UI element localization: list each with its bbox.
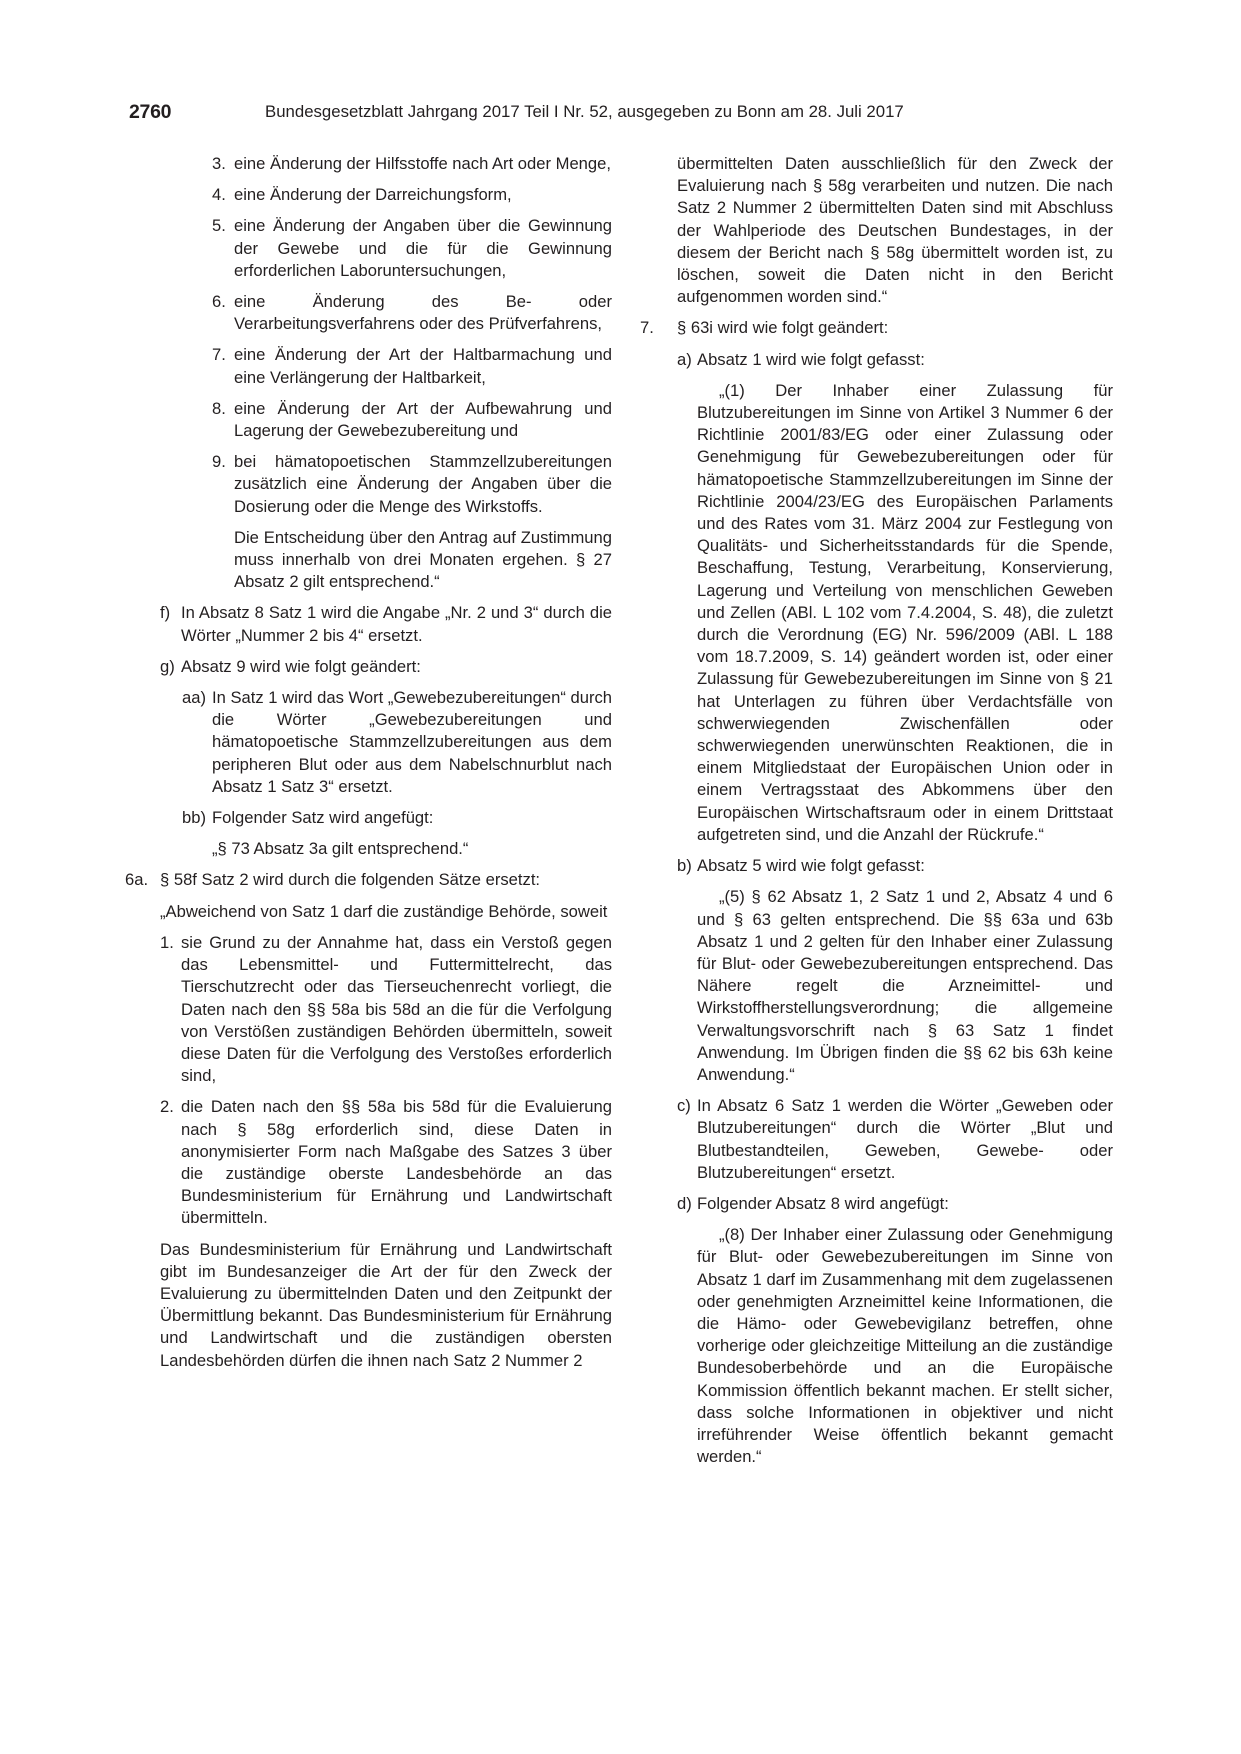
page-number: 2760 xyxy=(129,101,172,123)
list-item xyxy=(640,1095,1113,1184)
right-column xyxy=(640,153,1113,1468)
item-number: 2. xyxy=(160,1097,174,1117)
list-item xyxy=(137,1096,612,1229)
item-letter: f) xyxy=(160,603,171,623)
item-letter: c) xyxy=(677,1096,691,1116)
item-text: § 63i wird wie folgt geändert: xyxy=(677,318,889,338)
list-item xyxy=(640,1193,1113,1215)
paragraph xyxy=(137,1239,612,1372)
list-item xyxy=(640,855,1113,877)
list-item xyxy=(137,184,612,206)
item-letter: b) xyxy=(677,856,692,876)
item-letter: g) xyxy=(160,656,175,676)
item-text: Absatz 1 wird wie folgt gefasst: xyxy=(697,349,925,369)
list-item xyxy=(640,317,1113,339)
paragraph-text: „Abweichend von Satz 1 darf die zuständige Behörde, soweit xyxy=(160,901,608,921)
item-text: In Satz 1 wird das Wort „Gewebezubereitungen“ durch die Wörter „Gewebezubereitungen und hämatopoetische Stammzellzubereitungen aus dem peripheren Blut oder aus dem Nabelschnurblut nach Absatz 1 Satz 3“ ersetzt. xyxy=(212,688,612,796)
list-item xyxy=(137,215,612,282)
quoted-text: „(1) Der Inhaber einer Zulassung für Blutzubereitungen im Sinne von Artikel 3 Nummer 6 der Richtlinie 2001/83/EG oder einer Zulassung oder Genehmigung für Gewebezubereitungen oder für hämatopoetische Stammzellzubereitungen im Sinne der Richtlinie 2004/23/EG des Europäischen Parlaments und des Rates vom 31. März 2004 zur Festlegung von Qualitäts- und Sicherheitsstandards für die Spende, Beschaffung, Testung, Verarbeitung, Konservierung, Lagerung und Verteilung von menschlichen Geweben und Zellen (ABl. L 102 vom 7.4.2004, S. 48), die zuletzt durch die Verordnung (EG) Nr. 596/2009 (ABl. L 188 vom 18.7.2009, S. 14) geändert worden ist, oder einer Zulassung für Gewebezubereitungen im Sinne von § 21 hat Unterlagen zu führen über Verdachtsfälle von schwerwiegenden Zwischenfällen oder schwerwiegenden unerwünschten Reaktionen, die in einem Mitgliedstaat der Europäischen Union oder in einem Vertragsstaat des Abkommens über den Europäischen Wirtschaftsraum oder in einem Drittstaat aufgetreten sind, und die Anzahl der Rückrufe.“ xyxy=(697,380,1113,844)
item-text: Absatz 5 wird wie folgt gefasst: xyxy=(697,856,925,876)
item-number: 3. xyxy=(212,154,226,173)
item-number: 1. xyxy=(160,932,174,952)
list-item xyxy=(137,687,612,798)
left-column xyxy=(125,153,612,1372)
item-number: 9. xyxy=(212,452,226,472)
item-number: 5. xyxy=(212,216,226,236)
item-text: eine Änderung der Angaben über die Gewinnung der Gewebe und die für die Gewinnung erforderlichen Laboruntersuchungen, xyxy=(234,216,612,280)
quoted-text: „(5) § 62 Absatz 1, 2 Satz 1 und 2, Absatz 4 und 6 und § 63 gelten entsprechend. Die §§ 63a und 63b Absatz 1 und 2 gelten für den Inhaber einer Zulassung für Blut- oder Gewebezubereitungen entsprechend. Das Nähere regelt die Arzneimittel- und Wirkstoffherstellungsverordnung; die allgemeine Verwaltungsvorschrift nach § 63 Satz 1 findet Anwendung. Im Übrigen finden die §§ 62 bis 63h keine Anwendung.“ xyxy=(697,887,1113,1084)
item-letter: d) xyxy=(677,1193,692,1213)
item-text: die Daten nach den §§ 58a bis 58d für die Evaluierung nach § 58g erforderlich sind, diese Daten in anonymisierter Form nach Maßgabe des Satzes 3 über die zuständige oberste Landesbehörde an das Bundesministerium für Ernährung und Landwirtschaft übermitteln. xyxy=(181,1097,612,1228)
item-number: 6. xyxy=(212,292,226,312)
list-item xyxy=(640,349,1113,371)
item-number: 7. xyxy=(640,318,654,338)
item-text: eine Änderung der Art der Aufbewahrung und Lagerung der Gewebezubereitung und xyxy=(234,398,612,441)
item-text: eine Änderung der Darreichungsform, xyxy=(234,185,512,205)
list-item xyxy=(137,807,612,829)
list-item xyxy=(137,656,612,678)
quoted-paragraph xyxy=(640,380,1113,846)
item-text: Folgender Satz wird angefügt: xyxy=(212,808,434,828)
item-letter: aa) xyxy=(182,688,206,708)
item-text: bei hämatopoetischen Stammzellzubereitungen zusätzlich eine Änderung der Angaben über die Dosierung oder die Menge des Wirkstoffs. xyxy=(234,452,612,516)
paragraph xyxy=(137,901,612,923)
list-item xyxy=(137,932,612,1087)
item-text: eine Änderung des Be- oder Verarbeitungsverfahrens oder des Prüfverfahrens, xyxy=(234,292,612,334)
list-item xyxy=(137,291,612,335)
item-number: 7. xyxy=(212,345,226,365)
item-text: sie Grund zu der Annahme hat, dass ein Verstoß gegen das Lebensmittel- und Futtermittelrecht, das Tierschutzrecht oder das Tierseuchenrecht vorliegt, die Daten nach den §§ 58a bis 58d an die für die Verfolgung von Verstößen zuständigen Behörden übermitteln, soweit diese Daten für die Verfolgung des Verstoßes erforderlich sind, xyxy=(181,932,612,1086)
list-item xyxy=(137,344,612,388)
item-text: Folgender Absatz 8 wird angefügt: xyxy=(697,1193,949,1213)
item-letter: bb) xyxy=(182,808,206,828)
quoted-paragraph xyxy=(640,886,1113,1086)
item-text: § 58f Satz 2 wird durch die folgenden Sätze ersetzt: xyxy=(160,870,541,890)
item-text: Absatz 9 wird wie folgt geändert: xyxy=(181,656,421,676)
paragraph-text: übermittelten Daten ausschließlich für den Zweck der Evaluierung nach § 58g verarbeiten und nutzen. Die nach Satz 2 Nummer 2 übermittelten Daten sind mit Abschluss der Wahlperiode des Deutschen Bundestages, in der diesem der Bericht nach § 58g übermittelt worden ist, zu löschen, soweit die Daten nicht in den Bericht aufgenommen worden sind.“ xyxy=(677,154,1113,307)
quoted-text: „§ 73 Absatz 3a gilt entsprechend.“ xyxy=(212,839,469,859)
item-number: 6a. xyxy=(125,870,149,890)
paragraph xyxy=(137,527,612,594)
paragraph-text: Das Bundesministerium für Ernährung und Landwirtschaft gibt im Bundesanzeiger die Art der für den Zweck der Evaluierung zu übermittelnden Daten und den Zeitpunkt der Übermittlung bekannt. Das Bundesministerium für Ernährung und Landwirtschaft und die zuständigen obersten Landesbehörden dürfen die ihnen nach Satz 2 Nummer 2 xyxy=(160,1239,612,1370)
list-item xyxy=(125,869,612,891)
item-text: In Absatz 6 Satz 1 werden die Wörter „Geweben oder Blutzubereitungen“ durch die Wörter „Blut und Blutbestandteilen, Geweben, Gewebe- oder Blutzubereitungen“ ersetzt. xyxy=(697,1096,1113,1182)
quoted-paragraph xyxy=(640,1224,1113,1468)
item-letter: a) xyxy=(677,349,692,369)
item-text: In Absatz 8 Satz 1 wird die Angabe „Nr. 2 und 3“ durch die Wörter „Nummer 2 bis 4“ ersetzt. xyxy=(181,603,612,645)
list-item xyxy=(137,153,612,175)
running-head: Bundesgesetzblatt Jahrgang 2017 Teil I Nr. 52, ausgegeben zu Bonn am 28. Juli 2017 xyxy=(265,102,904,121)
list-item xyxy=(137,451,612,518)
item-number: 4. xyxy=(212,185,226,205)
paragraph xyxy=(640,153,1113,308)
item-number: 8. xyxy=(212,398,226,418)
item-text: eine Änderung der Art der Haltbarmachung und eine Verlängerung der Haltbarkeit, xyxy=(234,345,612,387)
list-item xyxy=(137,602,612,646)
quoted-sentence xyxy=(137,838,612,860)
list-item xyxy=(137,398,612,442)
page-header xyxy=(129,101,1115,127)
item-text: eine Änderung der Hilfsstoffe nach Art oder Menge, xyxy=(234,154,611,173)
paragraph-text: Die Entscheidung über den Antrag auf Zustimmung muss innerhalb von drei Monaten ergehen. § 27 Absatz 2 gilt entsprechend.“ xyxy=(234,527,612,592)
quoted-text: „(8) Der Inhaber einer Zulassung oder Genehmigung für Blut- oder Gewebezubereitungen im Sinne von Absatz 1 darf im Zusammenhang mit dem zugelassenen oder genehmigten Arzneimittel keine Informationen, die die Hämo- oder Gewebevigilanz betreffen, ohne vorherige oder gleichzeitige Mitteilung an die zuständige Bundesoberbehörde und an die Europäische Kommission öffentlich bekannt machen. Er stellt sicher, dass solche Informationen in objektiver und nicht irreführender Weise öffentlich bekannt gemacht werden.“ xyxy=(697,1225,1113,1467)
